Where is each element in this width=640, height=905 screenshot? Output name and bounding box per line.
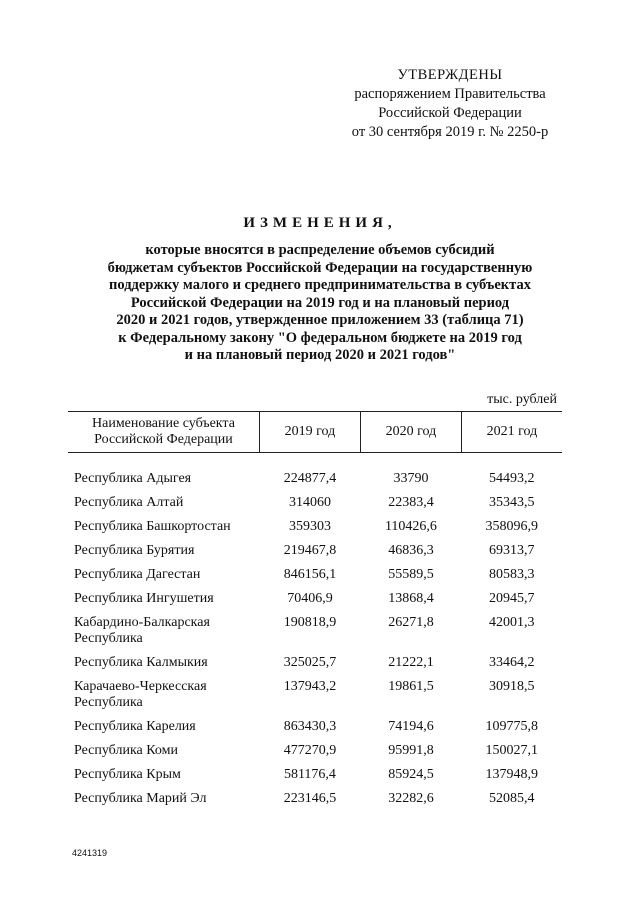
subtitle-line: 2020 и 2021 годов, утвержденное приложением 33 (таблица 71) [116,312,524,328]
value-cell: 70406,9 [287,591,333,606]
value-cell: 46836,3 [388,543,434,558]
value-cell: 477270,9 [283,743,337,758]
document-subtitle [80,242,560,365]
document-number: 4241319 [72,848,108,858]
approval-date: от 30 сентября 2019 г. № 2250-р [351,124,549,140]
value-cell: 223146,5 [283,791,337,806]
value-cell: 33464,2 [488,655,535,670]
column-header-2020: 2020 год [360,412,461,453]
value-cell: 55589,5 [388,567,434,582]
region-name-cell: Республика Адыгея [74,471,192,486]
table-spacer [68,453,562,472]
table-row [68,471,562,495]
table-body [68,453,562,816]
value-cell: 137943,2 [283,679,337,694]
value-cell: 325025,7 [283,655,337,670]
value-cell: 110426,6 [384,519,437,534]
table-row [68,719,562,743]
subsidy-table [68,411,562,815]
value-cell: 846156,1 [283,567,337,582]
value-cell: 13868,4 [388,591,434,606]
region-name-cell: Республика Дагестан [74,567,201,582]
table-header-row [68,412,562,453]
document-title: ИЗМЕНЕНИЯ, [243,215,397,231]
approval-line-1: распоряжением Правительства [354,86,546,102]
table-row [68,791,562,815]
column-header-2019: 2019 год [259,412,360,453]
units-label: тыс. рублей [487,392,557,407]
value-cell: 863430,3 [283,719,337,734]
region-name-cell: Кабардино-Балкарская Республика [74,615,210,646]
subtitle-line: к Федеральному закону "О федеральном бюджете на 2019 год [118,329,522,346]
value-cell: 314060 [288,495,331,510]
subtitle-line: и на плановый период 2020 и 2021 годов" [184,347,456,363]
value-cell: 42001,3 [488,615,535,630]
value-cell: 224877,4 [283,471,337,486]
value-cell: 30918,5 [488,679,535,694]
value-cell: 32282,6 [388,791,434,806]
table-row [68,615,562,655]
value-cell: 80583,3 [488,567,535,582]
table-row [68,679,562,719]
value-cell: 190818,9 [283,615,337,630]
region-name-cell: Республика Крым [74,767,181,782]
subtitle-line: Российской Федерации на 2019 год и на плановый период [130,294,510,311]
value-cell: 581176,4 [283,767,336,782]
value-cell: 109775,8 [485,719,538,734]
table-row [68,767,562,791]
value-cell: 137948,9 [485,767,538,782]
value-cell: 69313,7 [488,543,535,558]
value-cell: 20945,7 [488,591,535,606]
value-cell: 85924,5 [388,767,434,782]
value-cell: 359303 [288,519,331,534]
region-name-cell: Республика Алтай [74,495,184,510]
value-cell: 358096,9 [485,519,538,534]
region-name-cell: Республика Коми [74,743,178,758]
region-name-cell: Республика Башкортостан [74,519,231,534]
value-cell: 150027,1 [485,743,538,758]
table-row [68,543,562,567]
value-cell: 21222,1 [388,655,434,670]
region-name-cell: Республика Калмыкия [74,655,208,670]
region-name-cell: Республика Ингушетия [74,591,214,606]
subtitle-line: бюджетам субъектов Российской Федерации на государственную [107,259,533,276]
table-row [68,519,562,543]
value-cell: 26271,8 [388,615,434,630]
region-name-cell: Республика Бурятия [74,543,195,558]
table-row [68,591,562,615]
region-name-cell: Республика Карелия [74,719,196,734]
column-header-region: Наименование субъекта Российской Федерации [68,412,259,453]
value-cell: 33790 [393,471,429,486]
approval-block [340,66,560,142]
approval-line-2: Российской Федерации [378,105,522,121]
value-cell: 54493,2 [488,471,535,486]
table-row [68,655,562,679]
value-cell: 74194,6 [388,719,434,734]
table-row [68,567,562,591]
value-cell: 52085,4 [488,791,535,806]
region-name-cell: Республика Марий Эл [74,791,207,806]
subtitle-line: поддержку малого и среднего предпринимательства в субъектах [109,277,531,293]
value-cell: 22383,4 [388,495,434,510]
table-row [68,743,562,767]
value-cell: 35343,5 [488,495,535,510]
value-cell: 19861,5 [388,679,434,694]
column-header-2021: 2021 год [461,412,562,453]
approval-heading: УТВЕРЖДЕНЫ [397,67,503,83]
region-name-cell: Карачаево-Черкесская Республика [74,679,207,710]
value-cell: 219467,8 [283,543,337,558]
subtitle-line: которые вносятся в распределение объемов субсидий [145,242,495,258]
value-cell: 95991,8 [388,743,434,758]
table-row [68,495,562,519]
